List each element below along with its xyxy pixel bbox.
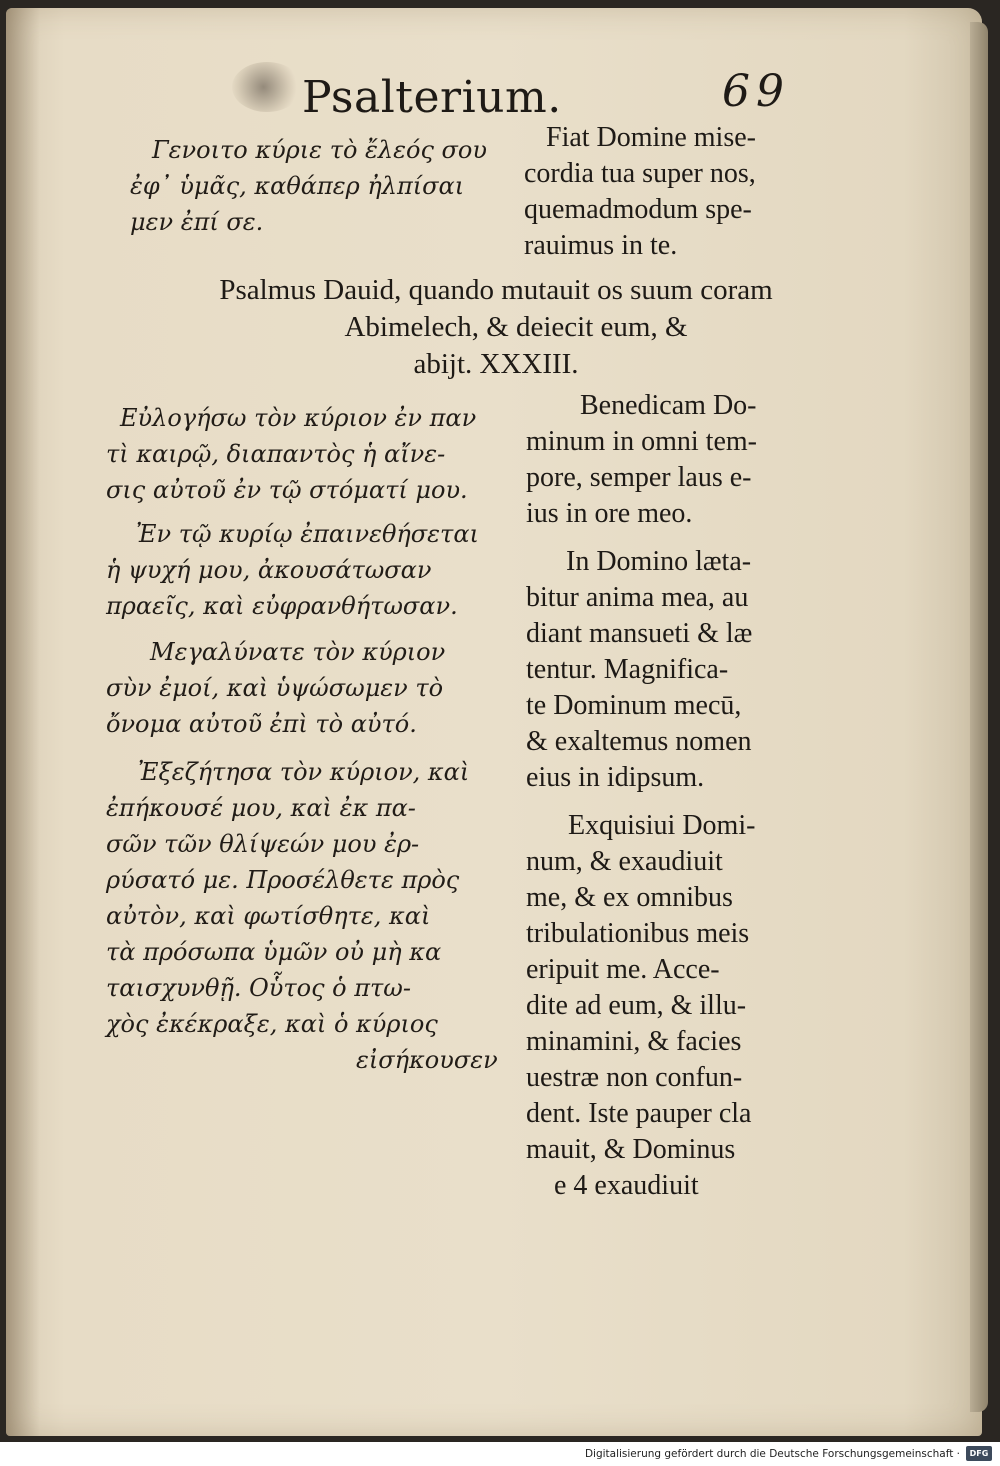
page-edge xyxy=(970,22,988,1412)
greek-line: ἐπήκουσέ μου, καὶ ἐκ πα- xyxy=(106,794,416,822)
greek-line: τὶ καιρῷ, διαπαντὸς ἡ αἴνε- xyxy=(106,440,446,468)
latin-line: bitur anima mea, au xyxy=(526,582,749,613)
latin-line: mauit, & Dominus xyxy=(526,1134,736,1165)
greek-line: Ἐξεζήτησα τὸν κύριον, καὶ xyxy=(138,758,470,786)
greek-line: ὄνομα αὐτοῦ ἐπὶ τὸ αὐτό. xyxy=(106,710,417,738)
latin-line: num, & exaudiuit xyxy=(526,846,723,877)
latin-line: pore, semper laus e- xyxy=(526,462,752,493)
latin-line: eripuit me. Acce- xyxy=(526,954,720,985)
latin-line: Exquisiui Domi- xyxy=(568,810,756,841)
greek-line: τὰ πρόσωπα ὑμῶν οὐ μὴ κα xyxy=(106,938,442,966)
footer-credit: Digitalisierung gefördert durch die Deutsche Forschungsgemeinschaft · xyxy=(584,1448,960,1460)
top-latin-block xyxy=(524,120,756,264)
latin-line: dite ad eum, & illu- xyxy=(526,990,747,1021)
greek-line: ρύσατό με. Προσέλθετε πρὸς xyxy=(106,866,460,894)
latin-line: tentur. Magnifica- xyxy=(526,654,729,685)
top-greek-block xyxy=(130,132,487,240)
latin-line: minamini, & facies xyxy=(526,1026,742,1057)
latin-line: quemadmodum spe- xyxy=(524,194,752,225)
page-number: 69 xyxy=(722,66,790,117)
psalm-heading-line: Psalmus Dauid, quando mutauit os suum coram xyxy=(219,274,773,306)
catchword: εἰσήκουσεν xyxy=(356,1046,498,1074)
latin-column xyxy=(526,388,757,1204)
greek-line: Μεγαλύνατε τὸν κύριον xyxy=(150,638,446,666)
greek-column xyxy=(106,400,498,1078)
latin-line: In Domino læta- xyxy=(566,546,752,577)
greek-line: Ἐν τῷ κυρίῳ ἐπαινεθήσεται xyxy=(136,520,479,548)
greek-line: ταισχυνθῇ. Οὗτος ὁ πτω- xyxy=(106,974,411,1002)
greek-line: ἡ ψυχή μου, ἀκουσάτωσαν xyxy=(106,556,432,584)
book-page xyxy=(6,8,982,1436)
latin-line: rauimus in te. xyxy=(524,230,678,261)
latin-line: dent. Iste pauper cla xyxy=(526,1098,752,1129)
greek-line: ἐφ᾽ ὑμᾶς, καθάπερ ἠλπίσαι xyxy=(130,172,465,200)
greek-line: πραεῖς, καὶ εὐφρανθήτωσαν. xyxy=(106,592,458,620)
greek-line: αὐτὸν, καὶ φωτίσθητε, καὶ xyxy=(106,902,431,930)
gutter-shadow xyxy=(6,8,40,1436)
psalm-heading-line: Abimelech, & deiecit eum, & xyxy=(344,311,688,343)
psalm-heading xyxy=(66,272,926,383)
latin-line: & exaltemus nomen xyxy=(526,726,752,757)
greek-line: Γενοιτο κύριε τὸ ἔλεός σου xyxy=(152,136,487,164)
greek-line: Εὐλογήσω τὸν κύριον ἐν παν xyxy=(120,404,477,432)
dfg-logo-icon: DFG xyxy=(966,1446,992,1461)
latin-line: Fiat Domine mise- xyxy=(546,122,756,153)
running-title: Psalterium. xyxy=(302,72,562,123)
greek-line: μεν ἐπί σε. xyxy=(130,208,264,236)
greek-line: χὸς ἐκέκραξε, καὶ ὁ κύριος xyxy=(106,1010,438,1038)
signature-line: e 4 exaudiuit xyxy=(554,1170,699,1201)
latin-line: Benedicam Do- xyxy=(580,390,757,421)
greek-line: σῶν τῶν θλίψεών μου ἐρ- xyxy=(106,830,420,858)
latin-line: diant mansueti & læ xyxy=(526,618,753,649)
psalm-heading-line: abijt. XXXIII. xyxy=(413,348,579,380)
latin-line: te Dominum mecū, xyxy=(526,690,742,721)
latin-line: cordia tua super nos, xyxy=(524,158,756,189)
latin-line: ius in ore meo. xyxy=(526,498,693,529)
greek-line: σις αὐτοῦ ἐν τῷ στόματί μου. xyxy=(106,476,468,504)
latin-line: eius in idipsum. xyxy=(526,762,705,793)
latin-line: me, & ex omnibus xyxy=(526,882,733,913)
ink-stain xyxy=(232,62,302,112)
footer-bar xyxy=(0,1442,1000,1466)
greek-line: σὺν ἐμοί, καὶ ὑψώσωμεν τὸ xyxy=(106,674,444,702)
latin-line: minum in omni tem- xyxy=(526,426,757,457)
latin-line: uestræ non confun- xyxy=(526,1062,743,1093)
latin-line: tribulationibus meis xyxy=(526,918,750,949)
